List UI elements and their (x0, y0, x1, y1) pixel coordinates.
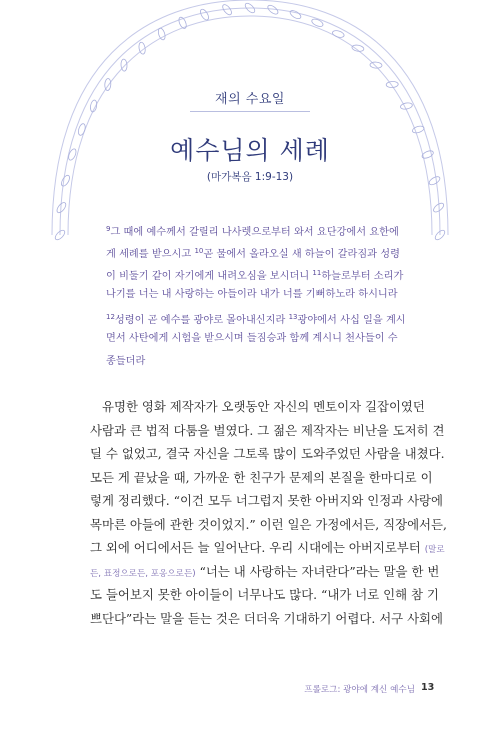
ornament-loop (289, 9, 302, 20)
body-line: 그 외에 어디에서든 늘 일어난다. 우리 시대에는 아버지로부터 (말로 (90, 540, 445, 555)
scripture-line: 면서 사탄에게 시험을 받으시며 들짐승과 함께 계시니 천사들이 수 (106, 333, 398, 345)
body-line: 유명한 영화 제작자가 오랫동안 자신의 멘토이자 길잡이였던 (102, 399, 425, 414)
body-line: 목마른 아들에 관한 것이었지.” 이런 일은 가정에서든, 직장에서든, (90, 516, 447, 532)
scripture-line: 이 비둘기 같이 자기에게 내려오심을 보시더니 $^{11}$하늘로부터 소리가 (106, 269, 404, 283)
ornament-loop (177, 16, 187, 29)
parenthetical-note: (말로 (424, 545, 445, 555)
scripture-line: $^{12}$성령이 곧 예수를 광야로 몰아내신지라 $^{13}$광야에서 사십 일을 계시 (106, 313, 406, 327)
scripture-passage (106, 218, 428, 373)
ornament-loop (351, 44, 364, 52)
scripture-line: 종들더라 (106, 355, 146, 367)
body-line: 모든 게 끝났을 때, 가까운 한 친구가 문제의 본질을 한마디로 이 (90, 469, 433, 485)
body-line: 렇게 정리했다. “이건 모두 너그럽지 못한 아버지와 인정과 사랑에 (90, 493, 443, 508)
verse-number: 11 (312, 269, 322, 278)
ornament-loop (199, 8, 210, 21)
body-paragraph (90, 395, 447, 630)
parenthetical-note: 든, 표정으로든, 포옹으로든) (90, 568, 196, 579)
verse-number: 9 (106, 225, 111, 233)
ornament-loop (332, 29, 345, 38)
verse-number: 10 (194, 247, 204, 256)
verse-number: 12 (106, 313, 115, 322)
scripture-reference: (마가복음 1:9-13) (206, 171, 294, 183)
running-footer: 프롤로그: 광야에 계신 예수님 (304, 685, 415, 695)
scripture-line: 나기를 너는 내 사랑하는 아들이라 내가 너를 기뻐하노라 하시니라 (106, 289, 398, 301)
ornament-loop (370, 62, 382, 69)
verse-number: 13 (288, 313, 298, 322)
decorative-arch-ornament (0, 0, 500, 240)
ornament-loop (386, 81, 398, 88)
body-line: 쁘단다”라는 말을 듣는 것은 더더욱 기대하기 어렵다. 서구 사회에 (90, 610, 443, 626)
label-divider (190, 111, 310, 112)
body-line: 딜 수 없었고, 결국 자신을 그토록 많이 도와주었던 사람을 내쳤다. (90, 446, 445, 461)
ornament-loop (157, 27, 166, 40)
day-label: 재의 수요일 (215, 92, 285, 107)
page-title: 예수님의 세례 (170, 136, 330, 165)
page-number: 13 (421, 682, 435, 693)
scripture-line: $^9$그 때에 예수께서 갈릴리 나사렛으로부터 와서 요단강에서 요한에 (106, 225, 399, 238)
body-line: 도 들어보지 못한 아이들이 너무나도 많다. “내가 너로 인해 참 기 (90, 587, 439, 602)
scripture-line: 게 세례를 받으시고 $^{10}$곧 물에서 올라오실 새 하늘이 갈라짐과 성령 (106, 247, 400, 261)
body-line: 사람과 큰 법적 다툼을 벌였다. 그 젊은 제작자는 비난을 도저히 견 (90, 422, 445, 438)
body-line: 든, 표정으로든, 포옹으로든) “너는 내 사랑하는 자녀란다”라는 말을 한 번 (90, 563, 440, 579)
